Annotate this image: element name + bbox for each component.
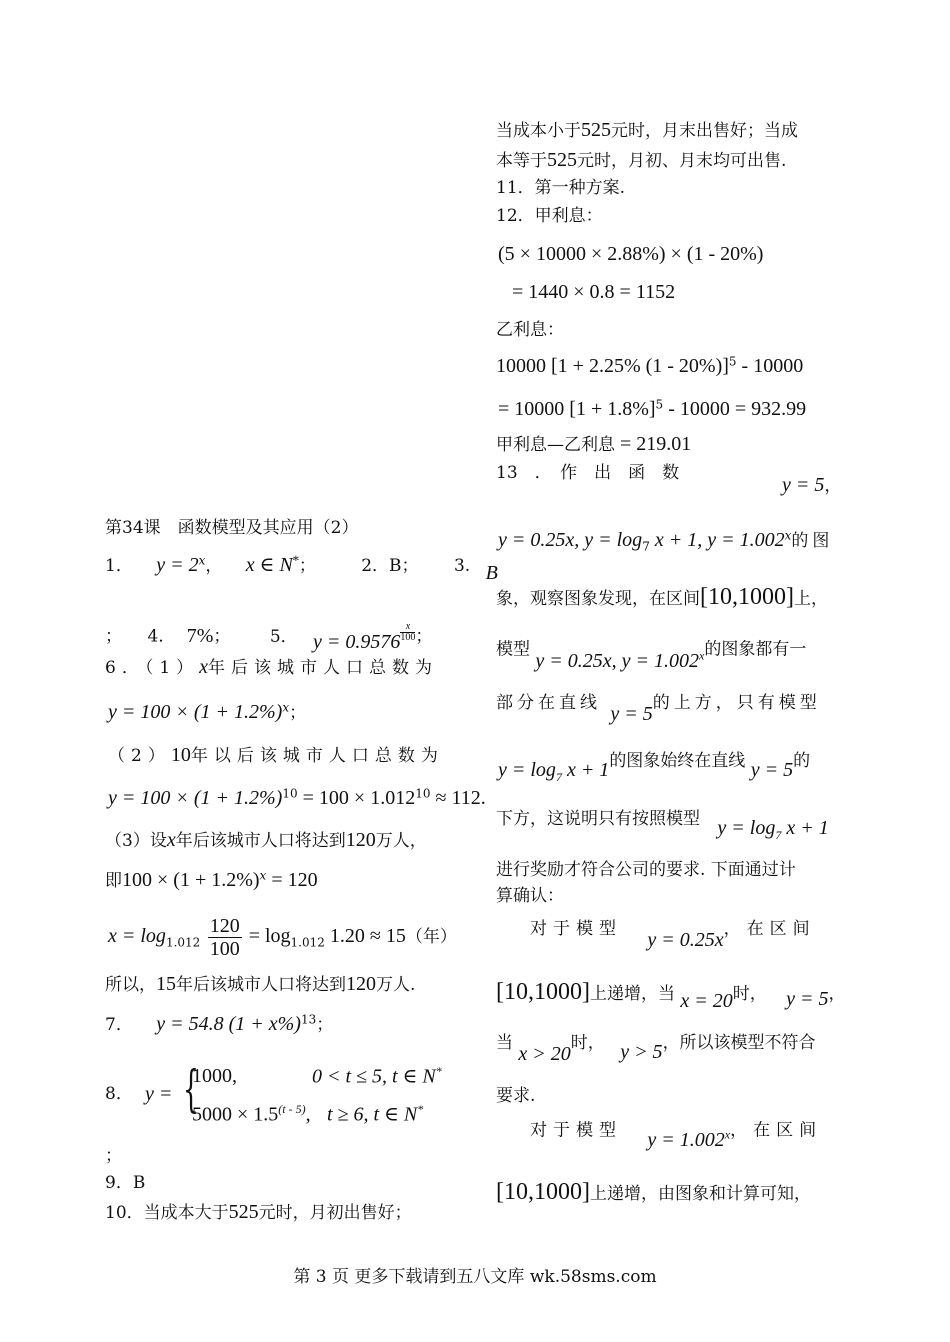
answer-13-line11 [496, 1030, 816, 1065]
formula: y = 5 [750, 759, 794, 781]
formula-sub: 7 [555, 770, 562, 784]
formula: 10000 [1 + 2.25% (1 - 20%)] [496, 355, 729, 377]
num: 525 [581, 119, 611, 141]
formula-exp: 10 [282, 786, 298, 801]
answer-2: 2．B； [361, 556, 419, 576]
num: 120 [345, 829, 376, 851]
text: 对于模型 [530, 1120, 622, 1141]
formula-sub: 1.012 [165, 935, 201, 950]
text: （年） [405, 927, 457, 947]
formula: x = 20 [680, 990, 733, 1012]
answer-12-diff [496, 432, 691, 456]
formula: y = 0.25x, y = log [498, 529, 643, 551]
sep: ； [289, 703, 307, 723]
brace: { [182, 1060, 199, 1118]
exp-fraction [400, 622, 415, 643]
answer-13-eq0 [782, 473, 841, 497]
num: x [400, 622, 415, 633]
formula: y = 5 [610, 703, 653, 725]
formula: = 100 × 1.012 [297, 787, 416, 809]
formula-exp: 10 [415, 786, 431, 801]
answer-6-eq4 [108, 915, 457, 960]
answer-8-end: ； [105, 1146, 122, 1166]
text: 上递增，当 [589, 984, 675, 1004]
formula: 100 × (1 + 1.2%) [122, 869, 260, 891]
formula [717, 817, 829, 842]
q-num: 3. [453, 556, 471, 576]
answer-13-line6 [496, 806, 829, 842]
text: 元时，月初、月末均可出售. [577, 151, 787, 171]
formula-exp: * [417, 1102, 424, 1116]
answer-12-yi: 乙利息： [496, 320, 564, 340]
q-num: 5． [269, 626, 298, 647]
q-num: 1． [105, 556, 133, 576]
formula: - 10000 = 932.99 [663, 398, 807, 420]
sep: ； [298, 556, 316, 576]
formula: y = 100 × (1 + 1.2%) [108, 787, 283, 809]
answer-13-line3 [496, 636, 807, 672]
formula-text: x + 1 [781, 817, 829, 839]
text: 即 [105, 871, 122, 891]
answer-12-eq3 [496, 354, 803, 378]
formula: - 10000 [736, 355, 804, 377]
formula-text: y = log [717, 817, 776, 839]
q-num: ； 4． [105, 626, 176, 647]
sep: ， [824, 476, 842, 496]
answer-13-line5 [498, 748, 811, 784]
formula: y = 5 [782, 474, 825, 496]
num: 525 [547, 149, 577, 171]
formula: y = 2 [156, 554, 199, 576]
answer-10-cont-1 [496, 118, 798, 142]
formula-exp: x [259, 868, 267, 883]
num: 120 [209, 915, 240, 937]
answer-6-eq3 [105, 868, 318, 892]
answer-4: 7% [186, 624, 214, 647]
text: 模型 [496, 639, 530, 660]
text: 年后该城市人口总数为 [208, 658, 439, 678]
answer-13-line1 [498, 528, 833, 554]
text: 时， [570, 1033, 605, 1053]
formula: y = 0.25x [647, 929, 724, 951]
answer-13-line7: 进行奖励才符合公司的要求. 下面通过计 [496, 860, 796, 880]
text: 下方，这说明只有按照模型 [496, 809, 700, 829]
formula: x = log [108, 925, 166, 947]
den: 100 [400, 632, 416, 643]
formula-exp: x [198, 553, 206, 568]
formula: = 10000 [1 + 1.8%] [498, 398, 656, 420]
answer-12-eq1: (5 × 10000 × 2.88%) × (1 - 20%) [498, 243, 764, 265]
answer-13-line4 [496, 690, 821, 725]
answer-12-eq2: = 1440 × 0.8 = 1152 [512, 281, 676, 303]
answer-13-line10 [496, 978, 846, 1012]
text: 10．当成本大于 [105, 1203, 229, 1223]
text: ，在区间 [730, 1120, 823, 1141]
formula: y = 54.8 (1 + x%) [156, 1013, 301, 1035]
text: 的图象都有一 [704, 639, 807, 660]
var-x: x [166, 829, 176, 851]
text: ， [828, 984, 846, 1004]
answer-6-eq2 [108, 786, 486, 810]
formula-exp: x [282, 700, 290, 715]
text: 的 [793, 751, 811, 771]
formula-exp: 5 [655, 397, 664, 412]
formula-exp: 5 [728, 354, 737, 369]
text: 所以， [105, 975, 156, 995]
formula-text: y = log [498, 759, 556, 781]
answer-12-eq4 [498, 397, 806, 421]
answer-13-head: 13 ． 作 出 函 数 [496, 463, 680, 483]
num: 10 [170, 744, 191, 766]
text: 万人. [376, 975, 416, 995]
formula: 5000 × 1.5 [192, 1103, 279, 1126]
den: 100 [209, 938, 240, 960]
answer-13-line8: 算确认： [496, 886, 564, 906]
sep: ； [316, 1015, 334, 1035]
text: 上递增，由图象和计算可知， [589, 1184, 811, 1204]
text: 上， [793, 589, 828, 609]
formula-exp: x [784, 528, 792, 543]
page-footer: 第 3 页 更多下载请到五八文库 wk.58sms.com [293, 1267, 657, 1287]
answer-10 [105, 1200, 412, 1224]
text: ，在区间 [723, 919, 816, 939]
formula: = 120 [266, 869, 318, 891]
text: 的图象始终在直线 [609, 751, 746, 771]
formula-sub: 7 [642, 539, 650, 554]
part-label: （2） [108, 746, 171, 766]
cond-2 [327, 1102, 423, 1127]
fraction [208, 915, 242, 960]
text: 万人， [375, 831, 427, 851]
formula: 1.20 ≈ 15 [324, 925, 406, 947]
answer-6-conclusion [105, 972, 415, 996]
text: 年以后该城市人口总数为 [190, 746, 444, 766]
lesson-heading: 第34课 函数模型及其应用（2） [105, 518, 359, 538]
formula: x + 1, y = 1.002 [649, 529, 785, 551]
case-2 [192, 1102, 311, 1127]
answer-7 [105, 1012, 333, 1036]
text: 甲利息—乙利息 [496, 435, 615, 455]
formula-exp: (t - 5) [278, 1102, 306, 1116]
answer-6-eq1 [108, 700, 306, 724]
interval: [10,1000] [496, 1179, 590, 1205]
text: 元时，月末出售好；当成 [611, 121, 798, 141]
text: 元时，月初出售好； [258, 1203, 412, 1223]
num: 120 [346, 973, 376, 995]
text: 象，观察图象发现，在区间 [496, 589, 700, 609]
text: 时， [732, 984, 767, 1004]
text: ，所以该模型不符合 [662, 1033, 816, 1053]
text: 本等于 [496, 151, 547, 171]
cond-1 [312, 1064, 442, 1089]
formula: t ≥ 6, t ∈ N [327, 1103, 418, 1126]
answer-13-line2 [496, 583, 828, 612]
text: 的图 [791, 531, 834, 551]
formula-text: x + 1 [561, 759, 610, 781]
formula-exp: * [435, 1064, 442, 1078]
text: 年后该城市人口将达到 [175, 831, 346, 851]
formula-exp: x [724, 1127, 731, 1141]
answer-6-part2 [108, 743, 444, 767]
answer-1-5-row [105, 553, 498, 584]
formula-sub: 7 [775, 828, 782, 842]
text: 当成本小于 [496, 121, 581, 141]
text: 当 [496, 1033, 513, 1053]
answer-11: 11．第一种方案. [496, 178, 626, 198]
sep: ， [205, 556, 223, 576]
num: 15 [156, 973, 176, 995]
formula: y = [145, 1083, 173, 1105]
formula [498, 759, 610, 784]
text: 的上方，只有模型 [652, 693, 821, 713]
answer-3: B [485, 562, 498, 584]
formula-exp: x [699, 648, 705, 662]
formula: = 219.01 [615, 433, 692, 455]
interval: [10,1000] [700, 584, 794, 610]
answer-5 [313, 621, 416, 653]
formula-text: y = 1.002 [647, 1128, 725, 1151]
answer-13-line13 [530, 1117, 823, 1151]
formula: x > 20 [518, 1043, 571, 1065]
case-1: 1000, [192, 1065, 237, 1087]
interval: [10,1000] [496, 979, 590, 1005]
q-num: 8． [105, 1084, 133, 1104]
answer-13-line12: 要求. [496, 1086, 536, 1106]
text: 部分在直线 [496, 693, 601, 713]
formula: y > 5 [620, 1041, 663, 1063]
formula [535, 650, 704, 672]
formula: x ∈ N [245, 554, 293, 576]
formula: y = 0.9576 [313, 630, 401, 653]
text: 对于模型 [530, 919, 622, 939]
formula: y = 5 [786, 988, 829, 1010]
formula-exp: 13 [300, 1012, 317, 1027]
answer-4-5-row [105, 616, 433, 653]
answer-12-head: 12．甲利息： [496, 206, 603, 226]
answer-13-line14 [496, 1178, 811, 1207]
formula [647, 1129, 730, 1151]
q-num: 6．（1） [105, 658, 200, 678]
formula: , [305, 1103, 311, 1126]
sep: ； [213, 626, 231, 647]
var-x: x [199, 656, 209, 678]
num: 525 [228, 1201, 259, 1223]
formula: 0 < t ≤ 5, t ∈ N [312, 1065, 436, 1088]
answer-6-part3 [105, 828, 427, 852]
formula: = log [243, 925, 291, 947]
text: （3）设 [105, 831, 167, 851]
formula-exp: * [292, 553, 299, 568]
text: 年后该城市人口将达到 [176, 975, 346, 995]
q-num: 7． [105, 1015, 133, 1035]
formula-text: y = 0.25x, y = 1.002 [535, 649, 700, 672]
formula: ≈ 112. [430, 787, 486, 809]
formula: y = 100 × (1 + 1.2%) [108, 701, 283, 723]
answer-13-line9 [530, 916, 816, 951]
answer-10-cont-2 [496, 148, 786, 172]
formula-sub: 1.012 [290, 935, 325, 950]
answer-6-head [105, 655, 438, 679]
answer-9: 9．B [105, 1173, 146, 1193]
sep: ； [415, 626, 433, 647]
